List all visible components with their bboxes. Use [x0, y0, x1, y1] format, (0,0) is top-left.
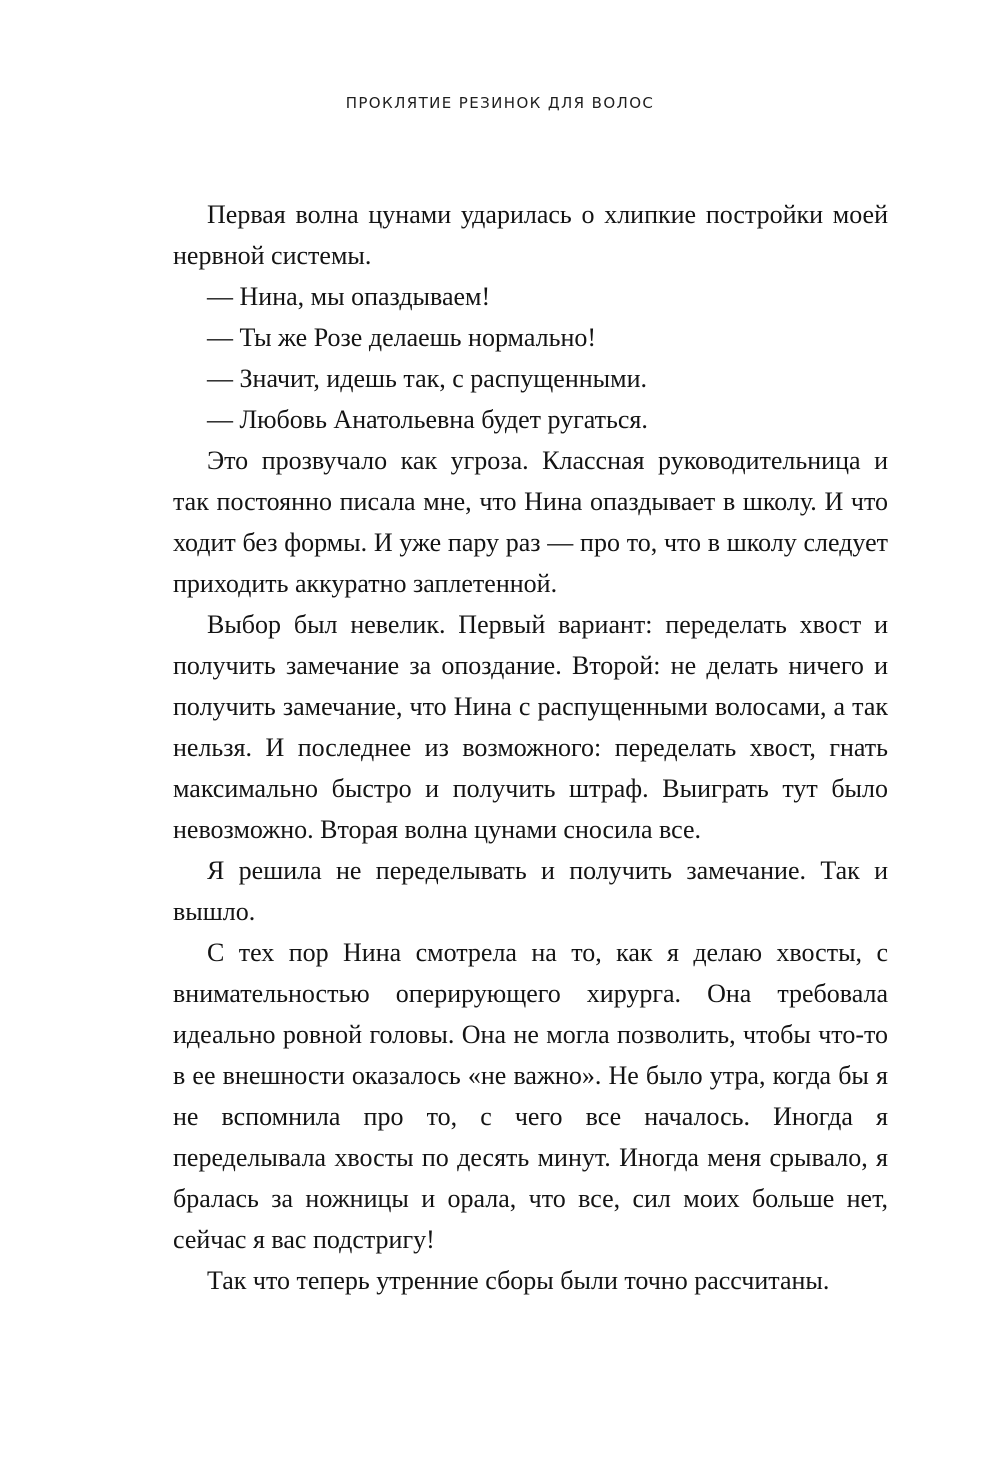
paragraph: С тех пор Нина смотрела на то, как я делаю хвосты, с внимательностью оперирующего хирурга. Она требовала идеально ровной головы. Она не могла позволить, чтобы что-то в ее внешности оказалось «не важно». Не было утра, когда бы я не вспомнила про то, с чего все началось. Иногда я переделывала хвосты по десять минут. Иногда меня срывало, я бралась за ножницы и орала, что все, сил моих больше нет, сейчас я вас подстригу!	[173, 938, 888, 1254]
running-head: ПРОКЛЯТИЕ РЕЗИНОК ДЛЯ ВОЛОС	[345, 94, 655, 112]
paragraph: Я решила не переделывать и получить замечание. Так и вышло.	[173, 856, 888, 926]
body-text	[173, 194, 888, 1301]
paragraph: Так что теперь утренние сборы были точно рассчитаны.	[207, 1266, 830, 1295]
paragraph: Выбор был невелик. Первый вариант: переделать хвост и получить замечание за опоздание. Второй: не делать ничего и получить замечание, что Нина с распущенными волосами, а так нельзя. И последнее из возможного: переделать хвост, гнать максимально быстро и получить штраф. Выиграть тут было невозможно. Вторая волна цунами сносила все.	[173, 610, 888, 844]
dialogue-line: — Любовь Анатольевна будет ругаться.	[207, 405, 648, 434]
paragraph: Это прозвучало как угроза. Классная руководительница и так постоянно писала мне, что Нина опаздывает в школу. И что ходит без формы. И уже пару раз — про то, что в школу следует приходить аккуратно заплетенной.	[173, 446, 888, 598]
dialogue-line: — Значит, идешь так, с распущенными.	[207, 364, 648, 393]
dialogue-line: — Нина, мы опаздываем!	[207, 282, 491, 311]
dialogue-line: — Ты же Розе делаешь нормально!	[207, 323, 597, 352]
paragraph: Первая волна цунами ударилась о хлипкие постройки моей нервной системы.	[173, 200, 888, 270]
